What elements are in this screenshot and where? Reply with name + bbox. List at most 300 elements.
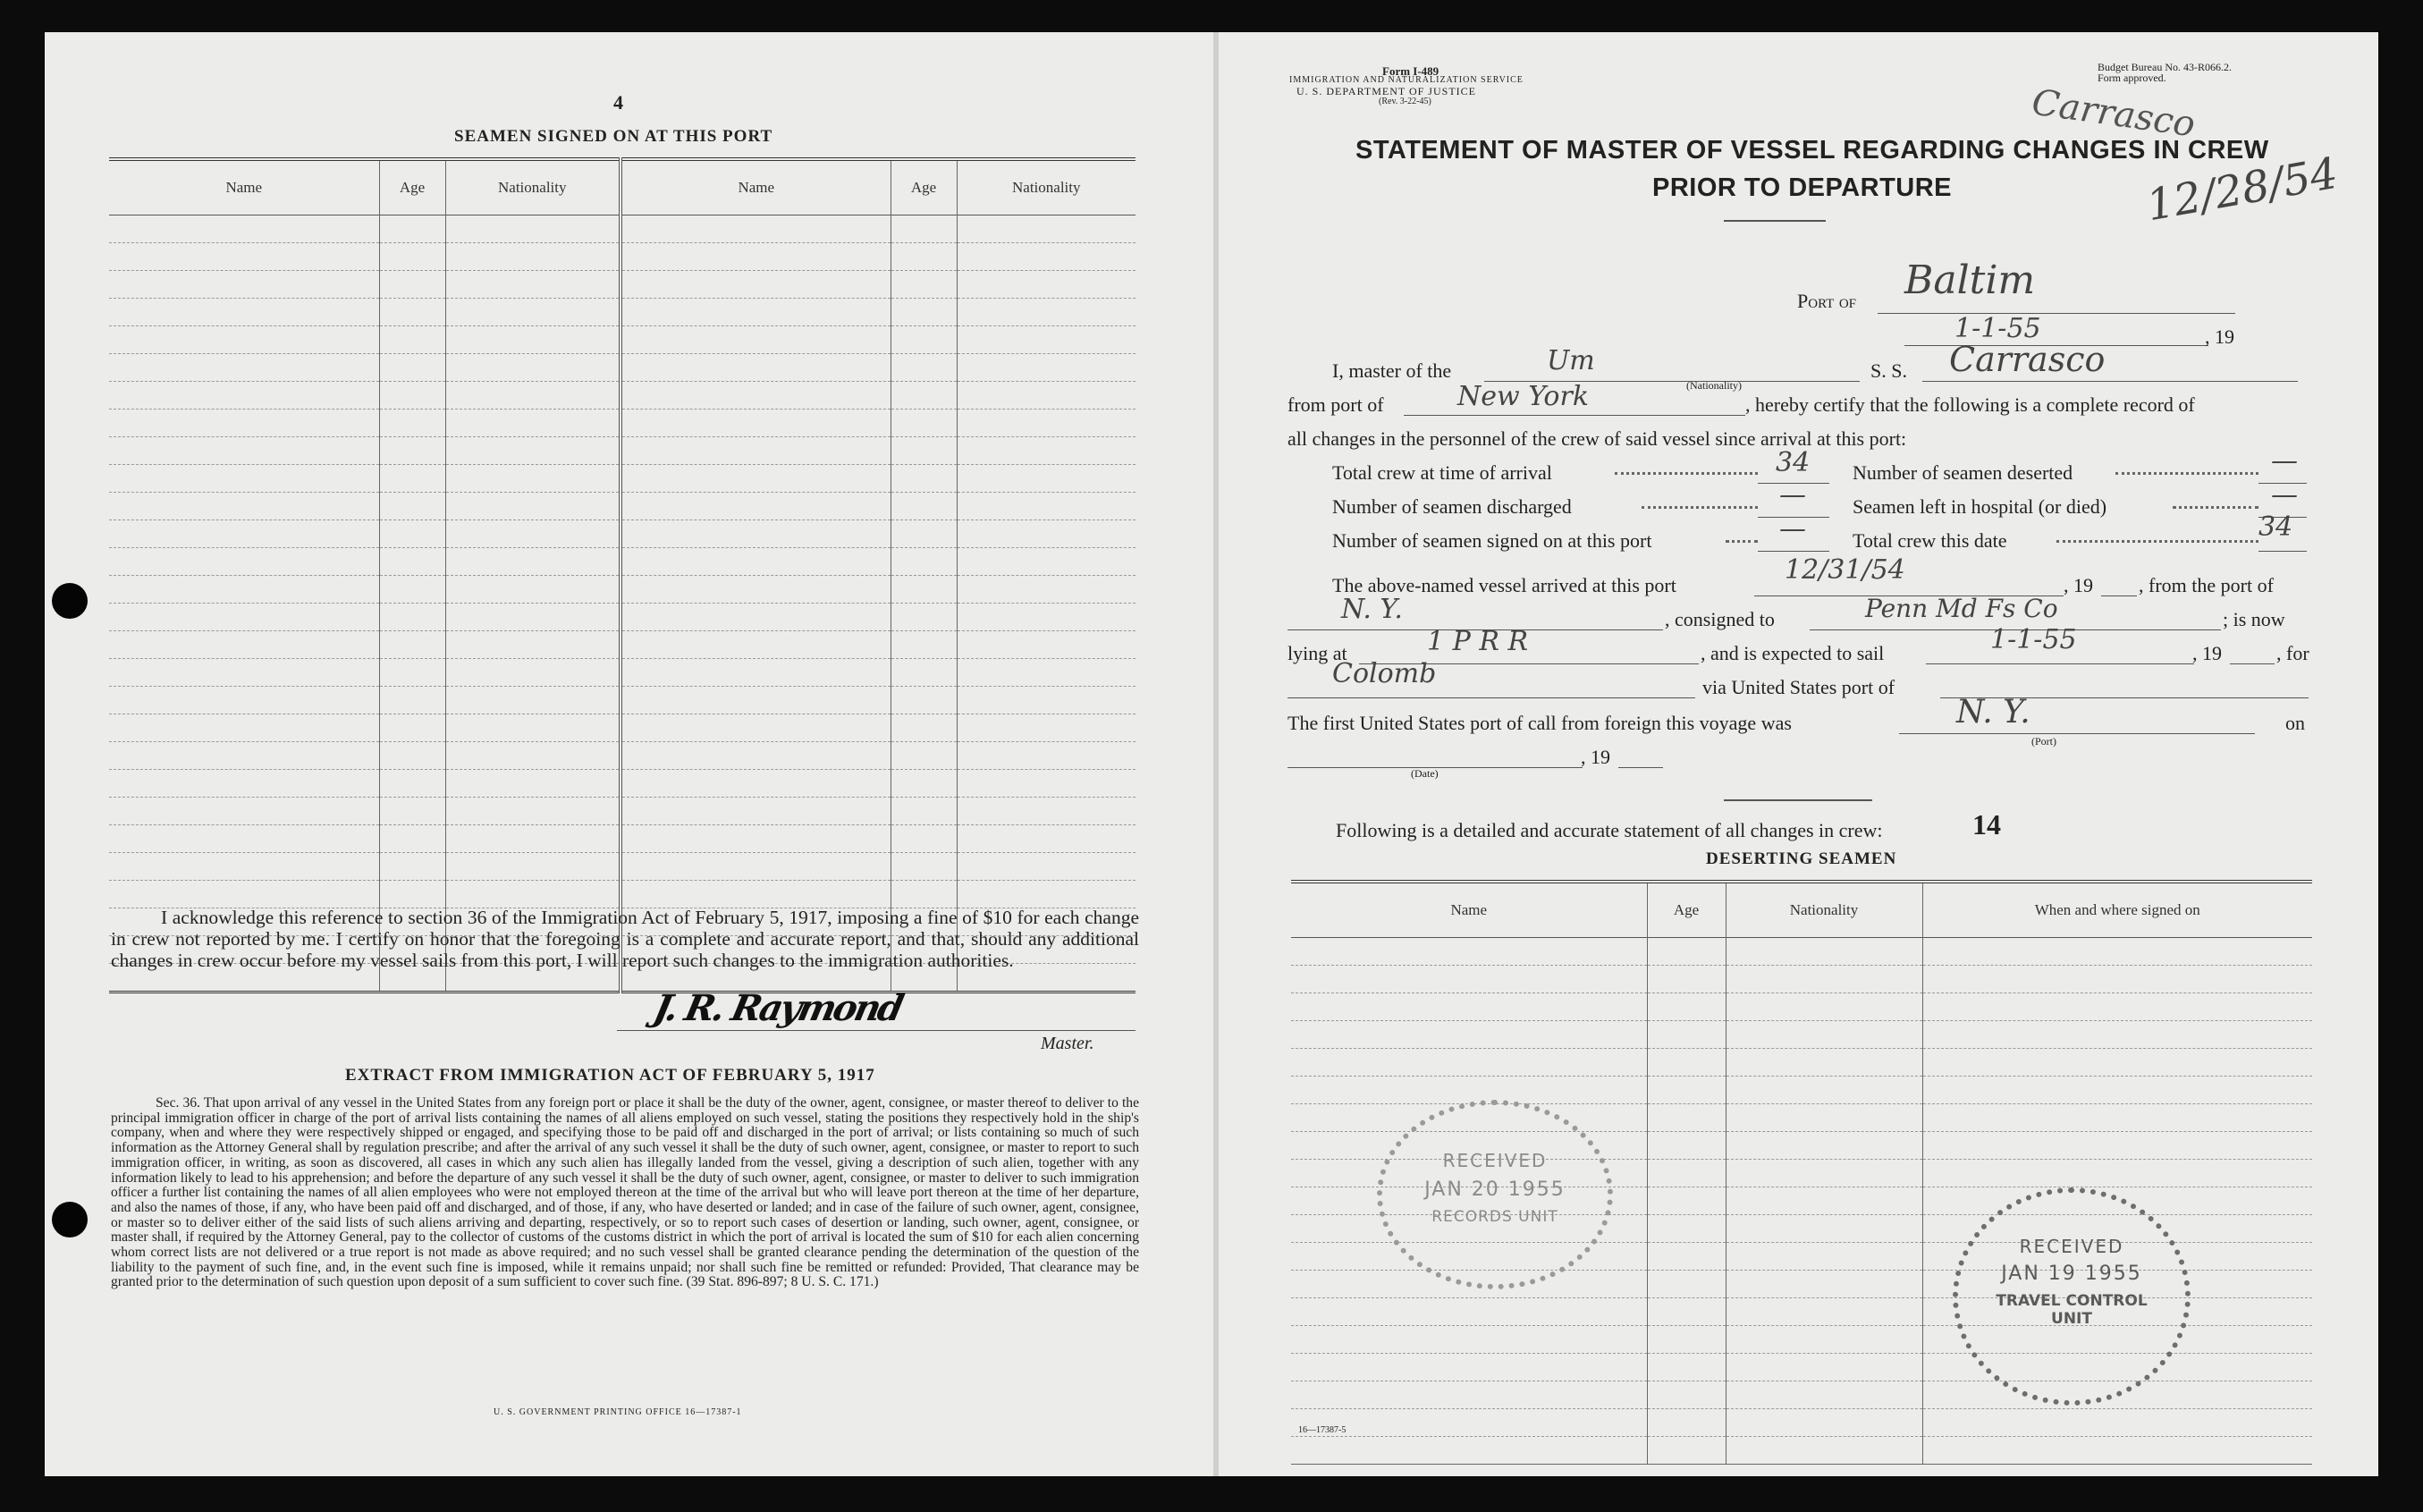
footer-code: 16—17387-5 (1298, 1425, 1347, 1435)
table-cell (109, 687, 379, 714)
table-cell (891, 659, 957, 687)
table-cell (1726, 1021, 1922, 1049)
table-cell (1647, 938, 1726, 966)
table-cell (445, 742, 621, 770)
column-header-age: Age (379, 159, 445, 215)
table-cell (1922, 938, 2312, 966)
expected-line (1926, 663, 2194, 664)
nationality-label: (Nationality) (1686, 379, 1742, 392)
total-crew-arrival-label: Total crew at time of arrival (1332, 461, 1552, 484)
table-cell (621, 437, 891, 465)
table-cell (1726, 1243, 1922, 1271)
table-cell (957, 798, 1136, 825)
table-cell (109, 881, 379, 908)
for-line (1287, 697, 1695, 698)
table-cell (1291, 1298, 1647, 1326)
table-cell (1647, 1187, 1726, 1215)
table-cell (891, 410, 957, 437)
nationality-value: Um (1547, 345, 1595, 376)
table-cell (957, 576, 1136, 604)
table-cell (1647, 1021, 1726, 1049)
table-cell (445, 354, 621, 382)
table-cell (109, 548, 379, 576)
seamen-signed-on-table (109, 157, 1136, 993)
table-cell (1726, 1132, 1922, 1160)
hospital-label: Seamen left in hospital (or died) (1853, 495, 2107, 518)
first-port-line (1899, 733, 2255, 734)
table-cell (109, 465, 379, 493)
table-cell (445, 215, 621, 243)
first-port-label: The first United States port of call from foreign this voyage was (1287, 712, 1792, 734)
table-cell (891, 742, 957, 770)
table-cell (957, 520, 1136, 548)
table-cell (1291, 1049, 1647, 1077)
table-row (109, 631, 1136, 659)
master-of-label: I, master of the (1332, 359, 1452, 382)
total-crew-date-line (2258, 551, 2307, 552)
deserting-title: DESERTING SEAMEN (1706, 849, 1897, 868)
via-label: via United States port of (1702, 676, 1895, 698)
section-title: SEAMEN SIGNED ON AT THIS PORT (454, 127, 773, 146)
table-cell (379, 798, 445, 825)
table-cell (109, 493, 379, 520)
table-cell (379, 687, 445, 714)
ss-line (1922, 381, 2298, 382)
table-cell (1647, 1354, 1726, 1381)
table-row (109, 714, 1136, 742)
table-cell (445, 243, 621, 271)
stamp-received: RECEIVED (2019, 1236, 2124, 1257)
table-cell (957, 825, 1136, 853)
stamp-unit: TRAVEL CONTROL (1996, 1292, 2148, 1310)
total-crew-date-label: Total crew this date (1853, 529, 2007, 552)
first-port-value: N. Y. (1956, 694, 2030, 731)
table-cell (621, 354, 891, 382)
table-cell (891, 437, 957, 465)
following-label: Following is a detailed and accurate statement of all changes in crew: (1336, 819, 1883, 841)
table-cell (1291, 1381, 1647, 1409)
table-cell (891, 604, 957, 631)
table-cell (109, 243, 379, 271)
stamp-unit-2: UNIT (2051, 1310, 2092, 1328)
table-cell (445, 465, 621, 493)
table-row (109, 742, 1136, 770)
table-cell (379, 520, 445, 548)
budget-line: Budget Bureau No. 43-R066.2. (2098, 61, 2232, 73)
table-cell (109, 798, 379, 825)
handwritten-date-note: 12/28/54 (2142, 148, 2342, 232)
table-cell (1726, 1409, 1922, 1437)
lying-value: 1 P R R (1427, 626, 1529, 657)
for-value: Colomb (1332, 658, 1437, 689)
table-cell (891, 326, 957, 354)
table-row (109, 326, 1136, 354)
port-line (1878, 313, 2235, 314)
table-cell (379, 825, 445, 853)
table-cell (891, 687, 957, 714)
table-cell (1647, 1049, 1726, 1077)
year-line (2230, 663, 2275, 664)
table-cell (445, 299, 621, 326)
table-row (1291, 1021, 2312, 1049)
table-row (109, 881, 1136, 908)
table-cell (1291, 1354, 1647, 1381)
table-cell (445, 631, 621, 659)
table-cell (379, 576, 445, 604)
table-cell (891, 382, 957, 410)
title-rule (1724, 220, 1826, 222)
table-row (109, 604, 1136, 631)
ss-value: Carrasco (1949, 340, 2106, 379)
leader-dots (1642, 506, 1758, 509)
agency-line: IMMIGRATION AND NATURALIZATION SERVICE (1289, 75, 1524, 85)
year-line (1618, 767, 1663, 768)
table-row (109, 215, 1136, 243)
table-cell (109, 271, 379, 299)
table-cell (445, 853, 621, 881)
table-cell (957, 881, 1136, 908)
table-row (109, 437, 1136, 465)
table-cell (957, 437, 1136, 465)
table-cell (109, 437, 379, 465)
table-cell (957, 548, 1136, 576)
table-cell (445, 437, 621, 465)
table-cell (1647, 1215, 1726, 1243)
received-stamp-records (1377, 1100, 1613, 1289)
table-cell (1647, 966, 1726, 993)
leader-dots (1726, 540, 1758, 543)
master-signature: J. R. Raymond (650, 987, 906, 1029)
table-cell (957, 687, 1136, 714)
table-row (109, 410, 1136, 437)
table-row (109, 798, 1136, 825)
from-the-port-label: , from the port of (2139, 574, 2274, 596)
signed-on-label: Number of seamen signed on at this port (1332, 529, 1652, 552)
table-cell (957, 243, 1136, 271)
table-cell (891, 881, 957, 908)
table-cell (957, 410, 1136, 437)
table-row (109, 853, 1136, 881)
table-cell (445, 825, 621, 853)
table-cell (109, 659, 379, 687)
consigned-label: , consigned to (1665, 608, 1775, 630)
table-cell (891, 853, 957, 881)
table-cell (445, 714, 621, 742)
table-cell (1291, 1077, 1647, 1104)
table-row (1291, 993, 2312, 1021)
for-label: , for (2276, 642, 2309, 664)
arrived-value: 12/31/54 (1785, 554, 1905, 586)
table-row (109, 576, 1136, 604)
date-small-label: (Date) (1411, 767, 1439, 780)
table-row (109, 520, 1136, 548)
table-cell (891, 714, 957, 742)
hospital-value: — (2271, 479, 2298, 511)
table-row (1291, 1077, 2312, 1104)
year-label: , 19 (1581, 746, 1610, 768)
table-cell (891, 825, 957, 853)
table-cell (445, 548, 621, 576)
table-cell (379, 659, 445, 687)
table-cell (379, 465, 445, 493)
table-row (109, 354, 1136, 382)
from-port-label: from port of (1287, 393, 1384, 416)
table-cell (379, 299, 445, 326)
table-cell (1726, 966, 1922, 993)
table-row (1291, 1049, 2312, 1077)
form-title-line2: PRIOR TO DEPARTURE (1652, 173, 1953, 202)
table-cell (891, 520, 957, 548)
table-cell (957, 382, 1136, 410)
stamp-received: RECEIVED (1442, 1150, 1548, 1171)
table-cell (109, 604, 379, 631)
table-cell (445, 687, 621, 714)
table-cell (891, 770, 957, 798)
table-cell (621, 271, 891, 299)
column-header-name: Name (225, 179, 263, 196)
table-cell (445, 271, 621, 299)
table-cell (621, 410, 891, 437)
table-cell (957, 215, 1136, 243)
table-cell (445, 604, 621, 631)
table-cell (621, 243, 891, 271)
table-cell (621, 659, 891, 687)
table-cell (1726, 1326, 1922, 1354)
extract-text: Sec. 36. That upon arrival of any vessel in the United States from any foreign port or place it shall be the duty of the owner, agent, consignee, or master thereof to deliver to the principal immigration officer in charge of the port of arrival lists containing the names of all aliens employed on such vessel, stating the positions they respectively hold in the ship's company, when and where they were respectively shipped or engaged, and specifying those to be paid off and discharged in the port of arrival; or lists containing so much of such information as the Attorney General shall by regulation prescribe; and after the arrival of any such vessel it shall be the duty of such owner, agent, consignee, or master to report to such immigration officer, in writing, as soon as discovered, all cases in which any such alien has illegally landed from the vessel, giving a description of such alien, together with any information likely to lead to his apprehension; and before the departure of any such vessel it shall be the duty of such owner, agent, consignee, or master to deliver to such immigration officer a further list containing the names of all alien employees who were not employed thereon at the time of the arrival but who will leave port thereon at the time of her departure, and also the names of those, if any, who have been paid off and discharged, and of those, if any, who have deserted or landed; and in case of the failure of such owner, agent, consignee, or master so to deliver either of the said lists of such aliens arriving and departing, respectively, or so to report such cases of desertion or landing, such owner, agent, consignee, or master shall, if required by the Attorney General, pay to the collector of customs of the customs district in which the port of arrival is located the sum of $10 for each alien concerning whom correct lists are not delivered or a true report is not made as above required; and no such vessel shall be granted clearance pending the determination of the question of the liability to the payment of such fine, and, in the event such fine is imposed, while it remains unpaid; nor shall such fine be remitted or refunded: Provided, That clearance may be granted prior to the determination of such question upon deposit of a sum sufficient to cover such fine. (39 Stat. 896-897; 8 U. S. C. 171.) (111, 1095, 1139, 1290)
table-cell (109, 631, 379, 659)
table-cell (1922, 1132, 2312, 1160)
table-cell (891, 493, 957, 520)
is-now-label: ; is now (2223, 608, 2285, 630)
table-cell (1726, 1215, 1922, 1243)
total-crew-date-value: 34 (2258, 511, 2293, 543)
table-cell (109, 770, 379, 798)
table-row (1291, 938, 2312, 966)
lying-label: lying at (1287, 642, 1347, 664)
table-cell (621, 576, 891, 604)
table-cell (957, 770, 1136, 798)
table-cell (621, 853, 891, 881)
table-row (109, 770, 1136, 798)
table-row (1291, 1409, 2312, 1437)
table-row (109, 659, 1136, 687)
column-header-name: Name (1450, 901, 1488, 918)
table-cell (379, 382, 445, 410)
table-cell (379, 742, 445, 770)
section-rule (1724, 799, 1872, 801)
table-cell (1291, 966, 1647, 993)
table-cell (445, 493, 621, 520)
table-cell (1647, 1298, 1726, 1326)
table-cell (1647, 1437, 1726, 1465)
table-cell (621, 742, 891, 770)
table-cell (957, 299, 1136, 326)
table-cell (621, 299, 891, 326)
table-cell (1647, 1077, 1726, 1104)
table-cell (379, 853, 445, 881)
table-cell (1922, 1409, 2312, 1437)
signed-on-value: — (1779, 513, 1806, 545)
table-cell (621, 631, 891, 659)
consigned-value: Penn Md Fs Co (1865, 594, 2058, 623)
table-cell (1726, 1049, 1922, 1077)
table-cell (1922, 1021, 2312, 1049)
form-title-line1: STATEMENT OF MASTER OF VESSEL REGARDING CHANGES IN CREW (1355, 136, 2269, 165)
table-cell (109, 825, 379, 853)
table-cell (379, 604, 445, 631)
table-cell (621, 604, 891, 631)
table-cell (109, 520, 379, 548)
table-cell (445, 798, 621, 825)
table-cell (1647, 1271, 1726, 1298)
table-row (109, 271, 1136, 299)
table-cell (109, 215, 379, 243)
table-row (109, 825, 1136, 853)
table-cell (1647, 1104, 1726, 1132)
table-cell (957, 631, 1136, 659)
table-cell (445, 520, 621, 548)
table-cell (957, 271, 1136, 299)
certify-text: , hereby certify that the following is a complete record of (1745, 393, 2195, 416)
table-cell (1647, 1132, 1726, 1160)
table-cell (1726, 1187, 1922, 1215)
table-cell (445, 770, 621, 798)
table-cell (891, 243, 957, 271)
table-cell (109, 576, 379, 604)
from-the-port-value: N. Y. (1341, 594, 1403, 625)
punch-hole (52, 1202, 88, 1237)
table-cell (379, 714, 445, 742)
table-row (109, 493, 1136, 520)
table-row (109, 465, 1136, 493)
table-cell (379, 770, 445, 798)
table-cell (1291, 993, 1647, 1021)
year-label: , 19 (2205, 325, 2234, 348)
leader-dots (1615, 472, 1758, 475)
column-header-age: Age (1647, 882, 1726, 938)
from-port-value: New York (1457, 381, 1589, 412)
table-cell (621, 798, 891, 825)
table-cell (1726, 1077, 1922, 1104)
table-cell (957, 465, 1136, 493)
table-cell (1726, 1381, 1922, 1409)
total-crew-arrival-value: 34 (1776, 447, 1811, 478)
table-cell (1647, 1326, 1726, 1354)
table-cell (957, 742, 1136, 770)
from-port-line (1404, 415, 1745, 416)
deserted-label: Number of seamen deserted (1853, 461, 2073, 484)
table-cell (957, 326, 1136, 354)
revision-line: (Rev. 3-22-45) (1379, 97, 1431, 106)
table-cell (1647, 1160, 1726, 1187)
table-cell (957, 659, 1136, 687)
table-cell (1726, 1437, 1922, 1465)
stamp-date: JAN 19 1955 (2001, 1263, 2142, 1285)
page-number: 14 (1972, 808, 2001, 840)
leader-dots (2173, 506, 2258, 509)
table-cell (379, 493, 445, 520)
leader-dots (2056, 540, 2258, 543)
column-header-nationality: Nationality (445, 159, 621, 215)
on-label: on (2285, 712, 2305, 734)
table-cell (379, 354, 445, 382)
column-header-age: Age (891, 159, 957, 215)
table-cell (621, 382, 891, 410)
table-cell (621, 687, 891, 714)
table-cell (109, 382, 379, 410)
table-cell (1726, 993, 1922, 1021)
table-cell (621, 825, 891, 853)
table-cell (1647, 993, 1726, 1021)
signed-on-line (1758, 551, 1829, 552)
received-stamp-travel-control (1953, 1187, 2191, 1406)
table-cell (891, 299, 957, 326)
table-row (109, 548, 1136, 576)
table-cell (1922, 993, 2312, 1021)
certify-text-2: all changes in the personnel of the crew of said vessel since arrival at this port: (1287, 427, 1907, 450)
table-cell (621, 520, 891, 548)
table-cell (1922, 1437, 2312, 1465)
table-cell (621, 714, 891, 742)
table-cell (621, 770, 891, 798)
table-cell (621, 465, 891, 493)
table-cell (109, 410, 379, 437)
table-cell (891, 271, 957, 299)
table-cell (891, 631, 957, 659)
table-cell (379, 271, 445, 299)
table-row (109, 299, 1136, 326)
table-cell (621, 326, 891, 354)
table-cell (379, 215, 445, 243)
table-cell (1922, 1104, 2312, 1132)
table-cell (445, 410, 621, 437)
master-label: Master. (1041, 1034, 1094, 1053)
year-label: , 19 (2064, 574, 2093, 596)
table-cell (1291, 1021, 1647, 1049)
table-cell (1726, 1298, 1922, 1326)
table-cell (1922, 1077, 2312, 1104)
table-cell (445, 881, 621, 908)
table-cell (1726, 1104, 1922, 1132)
table-cell (1291, 1326, 1647, 1354)
year-label: , 19 (2192, 642, 2222, 664)
table-cell (1291, 1437, 1647, 1465)
table-cell (445, 659, 621, 687)
table-cell (445, 326, 621, 354)
page-number: 4 (613, 91, 624, 114)
signature-line (617, 1030, 1136, 1031)
port-small-label: (Port) (2031, 735, 2056, 748)
table-cell (379, 326, 445, 354)
ss-label: S. S. (1870, 359, 1907, 382)
stamp-unit: RECORDS UNIT (1431, 1208, 1558, 1226)
expected-value: 1-1-55 (1990, 624, 2077, 655)
table-cell (957, 493, 1136, 520)
port-label: Port of (1797, 290, 1857, 312)
leader-dots (2115, 472, 2258, 475)
table-cell (445, 576, 621, 604)
table-cell (957, 714, 1136, 742)
table-cell (379, 410, 445, 437)
port-value: Baltim (1904, 258, 2036, 303)
table-cell (1291, 938, 1647, 966)
table-cell (621, 548, 891, 576)
table-row (109, 382, 1136, 410)
table-cell (1726, 1271, 1922, 1298)
table-cell (891, 465, 957, 493)
table-cell (891, 215, 957, 243)
table-cell (379, 243, 445, 271)
